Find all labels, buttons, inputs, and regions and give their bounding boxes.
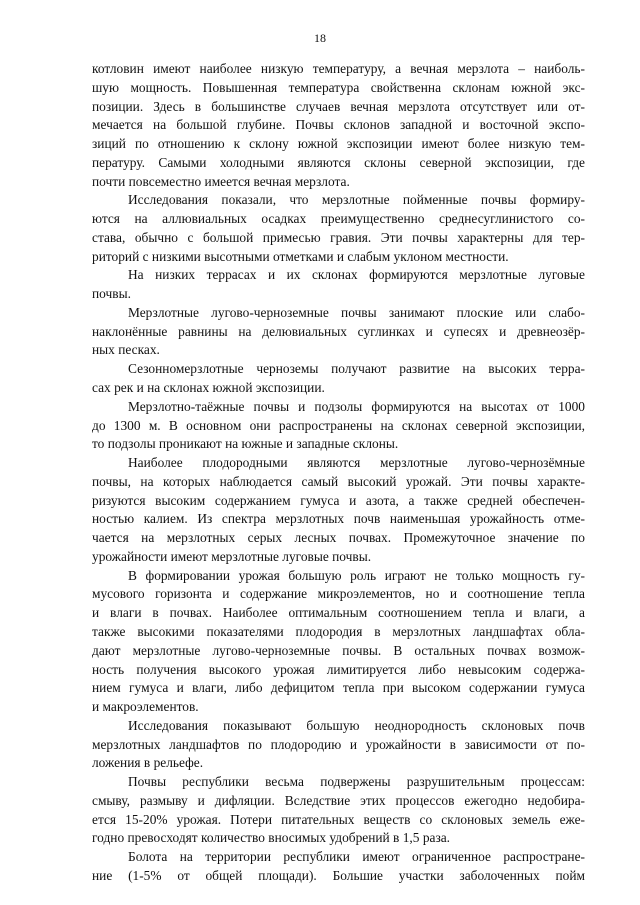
text-line: годно превосходят количество вносимых удобрений в 1,5 раза.	[92, 830, 451, 846]
text-line: Сезонномерзлотные черноземы получают развитие на высоких терра-	[128, 361, 585, 377]
text-line: ется 15-20% урожая. Потери питательных веществ со склоновых земель еже-	[92, 811, 585, 827]
text-line: мерзлотных ландшафтов по плодородию и урожайности в зависимости от по-	[92, 736, 585, 752]
text-line: шую мощность. Повышенная температура свойственна склонам южной экс-	[92, 79, 585, 95]
text-line: до 1300 м. В основном они распространены на склонах северной экспозиции,	[92, 417, 585, 433]
text-line: почвы, на которых наблюдается самый высокий урожай. Эти почвы характе-	[92, 473, 585, 489]
text-line: наклонённые равнины на делювиальных суглинках и супесях и древнеозёр-	[92, 323, 585, 339]
paragraph	[92, 398, 585, 454]
text-line: чается на мерзлотных серых лесных почвах. Промежуточное значение по	[92, 530, 585, 546]
text-line: позиции. Здесь в большинстве случаев вечная мерзлота отсутствует или от-	[92, 98, 585, 114]
text-line: става, обычно с большой примесью гравия. Эти почвы характерны для тер-	[92, 229, 585, 245]
text-line: то подзолы проникают на южные и западные склоны.	[92, 436, 399, 452]
text-line: ложения в рельефе.	[92, 755, 204, 771]
paragraph	[92, 60, 585, 191]
text-line: почти повсеместно имеется вечная мерзлота.	[92, 173, 350, 189]
text-line: нием гумуса и влаги, либо дефицитом тепла при высоком содержании гумуса	[92, 680, 585, 696]
text-line: Почвы республики весьма подвержены разрушительным процессам:	[128, 774, 585, 790]
text-line: котловин имеют наиболее низкую температуру, а вечная мерзлота – наиболь-	[92, 61, 585, 76]
text-line: мусового горизонта и содержание микроэлементов, но и соотношение тепла	[92, 586, 585, 602]
text-line: урожайности имеют мерзлотные луговые почвы.	[92, 548, 372, 564]
text-line: мечается на большой глубине. Почвы склонов западной и восточной экспо-	[92, 117, 585, 133]
text-line: В формировании урожая большую роль играют не только мощность гу-	[128, 567, 585, 583]
text-line: Мерзлотные лугово-черноземные почвы занимают плоские или слабо-	[128, 304, 585, 320]
text-line: зиций по отношению к склону южной экспозиции имеют более низкую тем-	[92, 136, 585, 152]
paragraph	[92, 266, 585, 304]
text-line: пературу. Самыми холодными являются склоны северной экспозиции, где	[92, 154, 585, 170]
text-line: Исследования показывают большую неоднородность склоновых почв	[128, 717, 585, 733]
text-line: На низких террасах и их склонах формируются мерзлотные луговые	[128, 267, 585, 283]
text-line: почвы.	[92, 286, 131, 302]
paragraph	[92, 360, 585, 398]
text-line: ние (1-5% от общей площади). Большие участки заболоченных пойм	[92, 867, 585, 883]
text-line: также высокими показателями плодородия в мерзлотных ландшафтах обла-	[92, 623, 585, 639]
text-line: риторий с низкими высотными отметками и слабым уклоном местности.	[92, 248, 509, 264]
paragraph	[92, 773, 585, 848]
text-line: ностью калием. Из спектра мерзлотных почв наименьшая урожайность отме-	[92, 511, 585, 527]
paragraph	[92, 567, 585, 717]
text-line: ных песках.	[92, 342, 160, 358]
text-line: дают мерзлотные лугово-черноземные почвы. В остальных почвах возмож-	[92, 642, 585, 658]
page-number: 18	[314, 31, 326, 45]
text-line: ризуются высоким содержанием гумуса и азота, а также средней обеспечен-	[92, 492, 585, 508]
paragraph	[92, 304, 585, 360]
paragraph	[92, 191, 585, 266]
paragraph	[92, 848, 585, 886]
text-line: и макроэлементов.	[92, 699, 199, 715]
text-line: Мерзлотно-таёжные почвы и подзолы формируются на высотах от 1000	[128, 398, 585, 414]
text-line: смыву, размыву и дифляции. Вследствие этих процессов ежегодно недобира-	[92, 792, 585, 808]
text-line: ются на аллювиальных осадках преимущественно среднесуглинистого со-	[92, 211, 585, 227]
paragraph	[92, 717, 585, 773]
page-body	[92, 60, 585, 886]
paragraph	[92, 454, 585, 567]
text-line: ность получения высокого урожая лимитируется либо невысоким содержа-	[92, 661, 585, 677]
text-line: Болота на территории республики имеют ограниченное распростране-	[128, 849, 585, 865]
text-line: Наиболее плодородными являются мерзлотные лугово-чернозёмные	[128, 455, 585, 471]
text-line: Исследования показали, что мерзлотные пойменные почвы формиру-	[128, 192, 585, 208]
text-line: сах рек и на склонах южной экспозиции.	[92, 380, 325, 396]
text-line: и влаги в почвах. Наиболее оптимальным соотношением тепла и влаги, а	[92, 605, 585, 621]
